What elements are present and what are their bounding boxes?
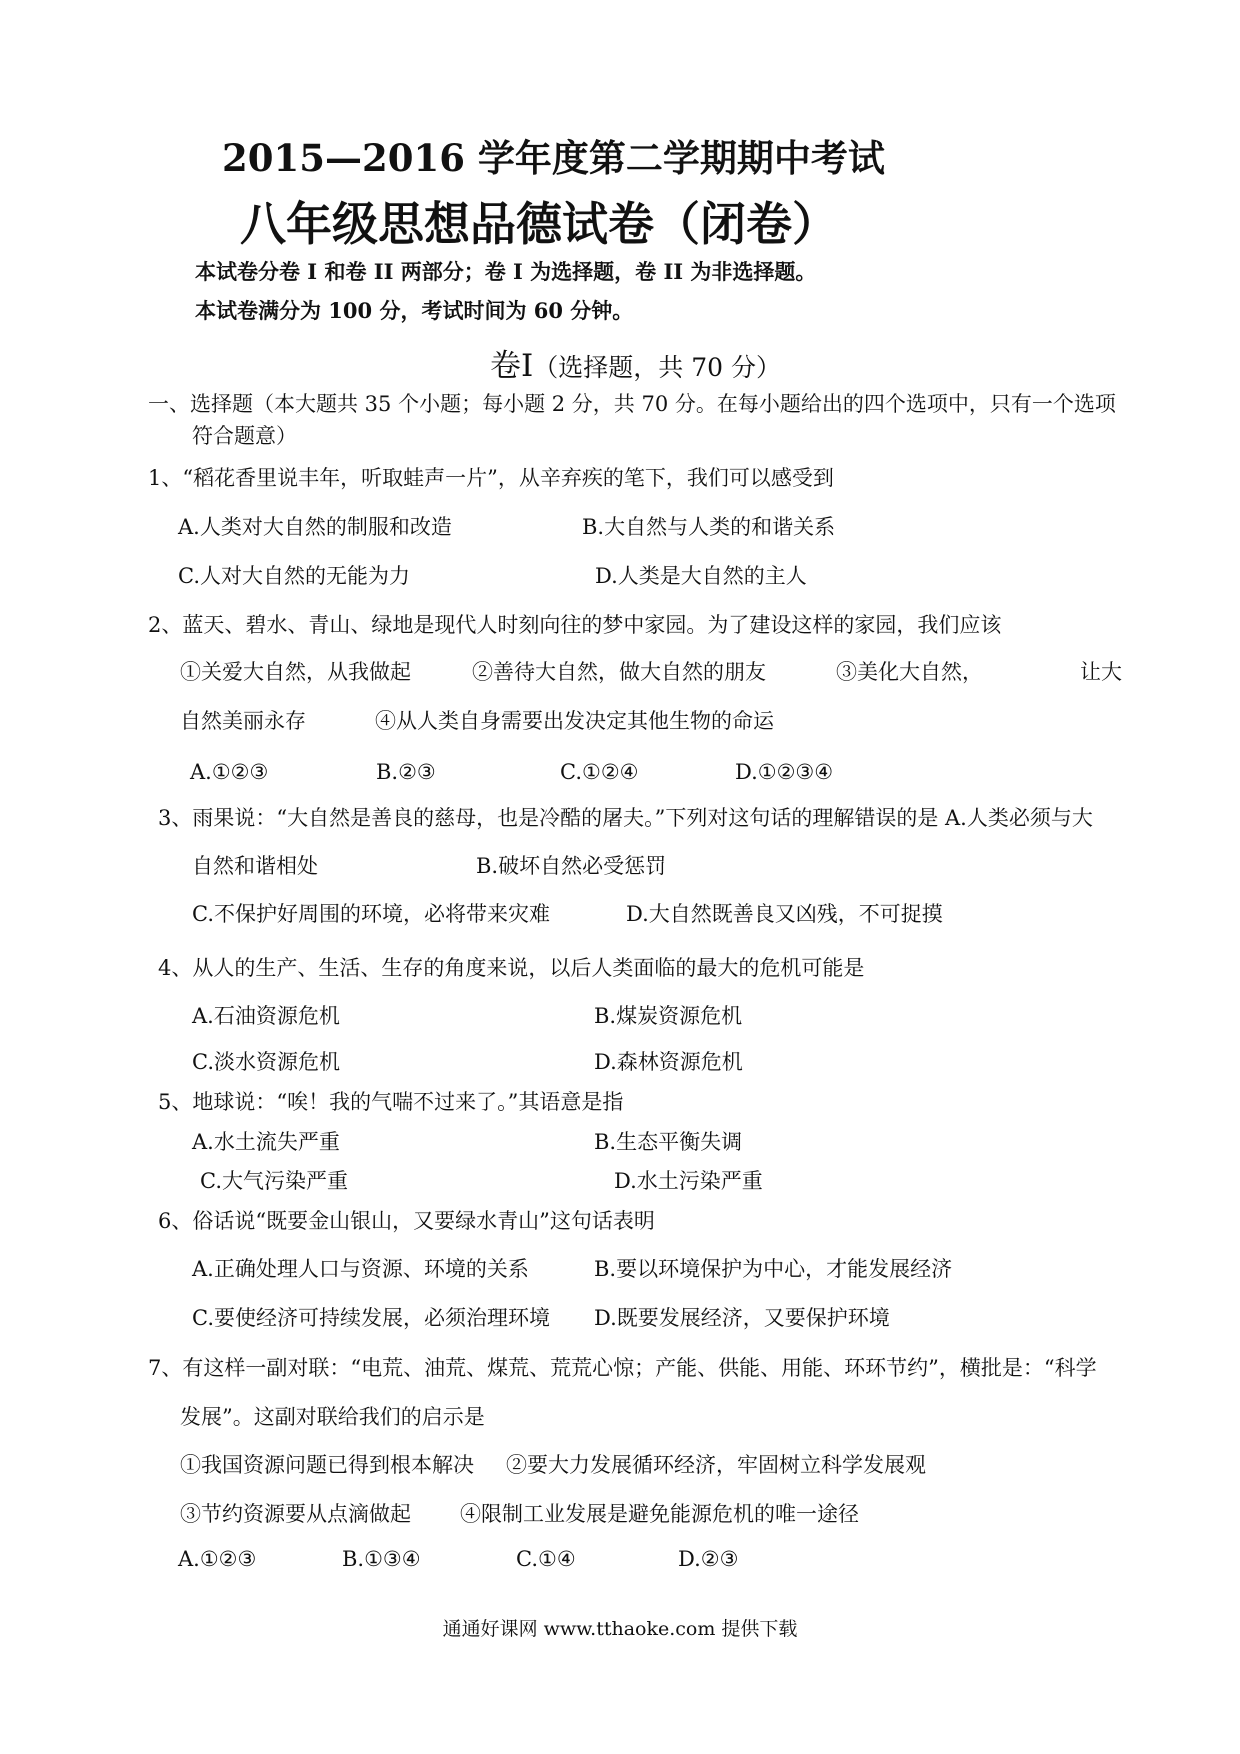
option-d: D.大自然既善良又凶残，不可捉摸: [626, 902, 943, 926]
question-stem-cont: 发展”。这副对联给我们的启示是: [180, 1405, 485, 1429]
option-d: D.既要发展经济，又要保护环境: [594, 1306, 890, 1330]
section-heading: [490, 340, 781, 385]
footer-credit: 通通好课网 www.tthaoke.com 提供下载: [442, 1618, 798, 1640]
statement-3-cont: 让大: [1080, 660, 1122, 684]
option-d: D.水土污染严重: [614, 1169, 763, 1193]
option-a: A.正确处理人口与资源、环境的关系: [192, 1257, 529, 1281]
option-a: A.石油资源危机: [192, 1004, 340, 1028]
statement-1: ①关爱大自然，从我做起: [180, 660, 411, 684]
option-a: A.①②③: [190, 760, 269, 784]
option-d: D.②③: [678, 1547, 739, 1571]
option-c: C.大气污染严重: [200, 1169, 348, 1193]
statement-3: ③节约资源要从点滴做起: [180, 1502, 411, 1526]
option-b: B.②③: [376, 760, 436, 784]
exam-subtitle: 八年级思想品德试卷（闭卷）: [240, 197, 838, 251]
statement-4: ④从人类自身需要出发决定其他生物的命运: [375, 709, 774, 733]
section-desc: （选择题，共 70 分）: [533, 353, 781, 382]
option-b: B.煤炭资源危机: [594, 1004, 743, 1028]
question-stem: 2、蓝天、碧水、青山、绿地是现代人时刻向往的梦中家园。为了建设这样的家园，我们应该: [148, 613, 1002, 637]
section-name: 卷Ⅰ: [490, 348, 534, 384]
instructions-line: 一、选择题（本大题共 35 个小题；每小题 2 分，共 70 分。在每小题给出的四个选项中，只有一个选项: [148, 392, 1116, 416]
question-stem: 6、俗话说“既要金山银山，又要绿水青山”这句话表明: [158, 1209, 655, 1233]
exam-note-score: 本试卷满分为 100 分，考试时间为 60 分钟。: [195, 298, 634, 323]
option-d: D.①②③④: [735, 760, 834, 784]
option-b: B.大自然与人类的和谐关系: [582, 515, 836, 539]
statement-1: ①我国资源问题已得到根本解决: [180, 1453, 474, 1477]
question-stem: 4、从人的生产、生活、生存的角度来说，以后人类面临的最大的危机可能是: [158, 956, 865, 980]
option-c: C.淡水资源危机: [192, 1050, 340, 1074]
statement-3: ③美化大自然，: [836, 660, 983, 684]
option-a: A.①②③: [178, 1547, 257, 1571]
option-c: C.不保护好周围的环境，必将带来灾难: [192, 902, 550, 926]
option-c: C.①④: [516, 1547, 576, 1571]
statement-4: ④限制工业发展是避免能源危机的唯一途径: [460, 1502, 859, 1526]
instructions-line: 符合题意）: [192, 424, 297, 448]
question-stem: 3、雨果说：“大自然是善良的慈母，也是冷酷的屠夫。”下列对这句话的理解错误的是 A.人类必须与大: [158, 806, 1093, 830]
option-b: B.①③④: [342, 1547, 421, 1571]
option-d: D.人类是大自然的主人: [595, 564, 807, 588]
statement-2: ②要大力发展循环经济，牢固树立科学发展观: [506, 1453, 926, 1477]
option-a: A.水土流失严重: [192, 1130, 340, 1154]
question-stem: 1、“稻花香里说丰年，听取蛙声一片”，从辛弃疾的笔下，我们可以感受到: [148, 466, 834, 490]
option-d: D.森林资源危机: [594, 1050, 743, 1074]
option-c: C.要使经济可持续发展，必须治理环境: [192, 1306, 550, 1330]
question-stem: 7、有这样一副对联：“电荒、油荒、煤荒、荒荒心惊；产能、供能、用能、环环节约”，横批是：“科学: [148, 1356, 1097, 1380]
statement-2: ②善待大自然，做大自然的朋友: [472, 660, 766, 684]
question-stem: 5、地球说：“唉！我的气喘不过来了。”其语意是指: [158, 1090, 624, 1114]
question-stem-cont: 自然和谐相处: [192, 854, 318, 878]
option-b: B.生态平衡失调: [594, 1130, 743, 1154]
option-b: B.要以环境保护为中心，才能发展经济: [594, 1257, 953, 1281]
option-c: C.人对大自然的无能为力: [178, 564, 410, 588]
option-a: A.人类对大自然的制服和改造: [178, 515, 452, 539]
exam-title: 2015—2016 学年度第二学期期中考试: [222, 136, 885, 180]
option-c: C.①②④: [560, 760, 639, 784]
exam-note-parts: 本试卷分卷 I 和卷 II 两部分；卷 I 为选择题，卷 II 为非选择题。: [195, 259, 817, 284]
option-b: B.破坏自然必受惩罚: [476, 854, 667, 878]
statement-3-cont: 自然美丽永存: [180, 709, 306, 733]
